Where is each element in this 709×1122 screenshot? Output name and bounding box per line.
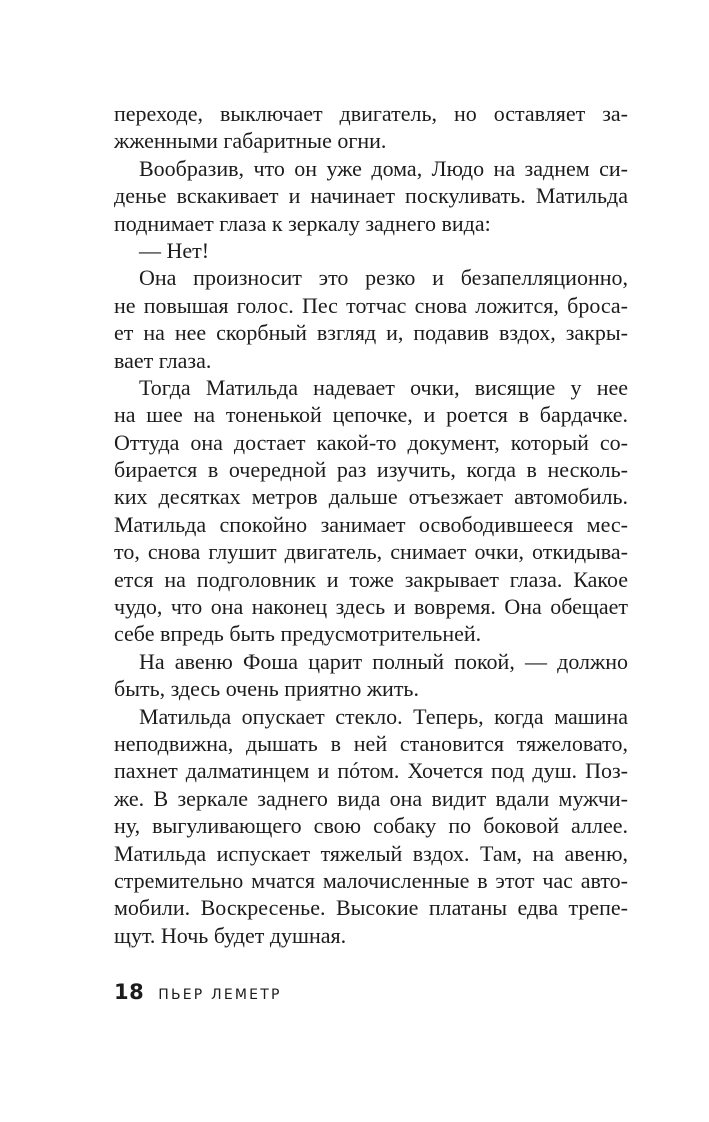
text-line: пахнет далматинцем и пóтом. Хочется под душ. Поз- [114, 758, 628, 784]
text-line: ну, выгуливающего свою собаку по боковой аллее. [114, 813, 628, 839]
text-line: то, снова глушит двигатель, снимает очки, откидыва- [114, 539, 628, 565]
text-line: денье вскакивает и начинает поскуливать. Матильда [114, 183, 628, 209]
text-line: Оттуда она достает какой-то документ, который со- [114, 429, 628, 455]
page-number: 18 [114, 980, 145, 1004]
text-line: — Нет! [139, 237, 210, 263]
text-line: ется на подголовник и тоже закрывает глаза. Какое [114, 566, 628, 592]
text-line: поднимает глаза к зеркалу заднего вида: [114, 210, 491, 236]
text-line: мобили. Воскресенье. Высокие платаны едва трепе- [114, 895, 628, 921]
text-line: Матильда испускает тяжелый вздох. Там, на авеню, [114, 840, 628, 866]
text-line: ких десятках метров дальше отъезжает автомобиль. [114, 484, 628, 510]
text-line: вает глаза. [114, 347, 212, 373]
text-line: жженными габаритные огни. [114, 128, 387, 154]
text-line: ет на нее скорбный взгляд и, подавив вздох, закры- [114, 320, 628, 346]
text-line: щут. Ночь будет душная. [114, 922, 347, 948]
text-line: Матильда спокойно занимает освободившееся мес- [114, 511, 628, 537]
text-line: Вообразив, что он уже дома, Людо на заднем си- [139, 155, 628, 181]
text-line: быть, здесь очень приятно жить. [114, 676, 419, 702]
text-line: не повышая голос. Пес тотчас снова ложится, броса- [114, 292, 628, 318]
text-line: неподвижна, дышать в ней становится тяжеловато, [114, 730, 628, 756]
page-footer [114, 980, 282, 1004]
text-line: Матильда опускает стекло. Теперь, когда машина [139, 703, 628, 729]
text-line: на шее на тоненькой цепочке, и роется в бардачке. [114, 402, 628, 428]
text-line: стремительно мчатся малочисленные в этот час авто- [114, 867, 628, 893]
text-line: Она произносит это резко и безапелляционно, [139, 265, 628, 291]
text-line: чудо, что она наконец здесь и вовремя. Она обещает [114, 594, 628, 620]
text-line: переходе, выключает двигатель, но оставляет за- [114, 101, 628, 126]
text-line: Тогда Матильда надевает очки, висящие у нее [139, 374, 628, 400]
running-head-author: ПЬЕР ЛЕМЕТР [158, 987, 282, 1003]
text-line: же. В зеркале заднего вида она видит вдали мужчи- [114, 785, 628, 811]
book-page-body [114, 100, 628, 949]
text-line: бирается в очередной раз изучить, когда в несколь- [114, 457, 628, 483]
text-line: себе впредь быть предусмотрительней. [114, 621, 482, 647]
text-line: На авеню Фоша царит полный покой, — должно [139, 648, 628, 674]
text-block [114, 100, 628, 949]
